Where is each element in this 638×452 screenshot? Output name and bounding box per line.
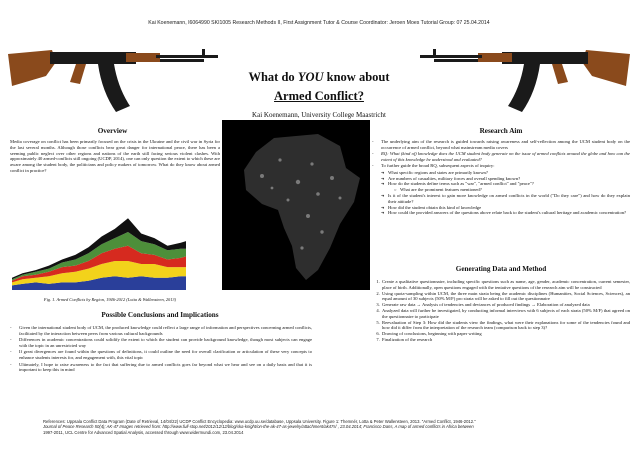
overview-text: Media coverage on conflict has been primarily focused on the crisis in the Ukraine and the civil war in Syria for the last several months. Although those conflicts bear great danger for international peace, there has been a seeming public neglect over other regions and nations of the earth still facing serious violent clashes. With approximately 40 armed-conflicts still ongoing (UCDP, 2014), one can only question the extent to which these are aware among the student body, the politicians and policy makers of tomorrow. What do they know about armed conflict in practice? — [10, 139, 220, 173]
research-aim-item: - To further guide the broad RQ, subsequent aspects of inquiry: — [372, 163, 630, 169]
inquiry-item: ➜ How could the provided answers of the questions above relate back to the student's cultural heritage and academic concentration? — [381, 210, 630, 216]
conclusions-heading: Possible Conclusions and Implications — [101, 311, 219, 319]
inquiry-item: ➜ Are numbers of casualties, military forces and overall spending known? — [381, 176, 630, 182]
references — [43, 419, 573, 435]
reference-line: 1997-2011, UCL Centre for Advanced Spatial Analysis, accessed through www.widermundi.com, 23.04.2014 — [43, 429, 244, 435]
research-aim-heading: Research Aim — [479, 127, 523, 135]
figure-caption: Fig. 1. Armed Conflicts by Region, 1946-2012 (Lotta & Wallensteen, 2013) — [43, 297, 177, 302]
method-step: 3. Generate raw data → Analysis of tendencies and deviances of produced findings → Elaboration of analyzed data — [381, 302, 630, 308]
armed-conflicts-chart — [8, 202, 190, 294]
africa-conflict-map — [222, 120, 370, 290]
reference-line: Journal of Peace Research 50(4); AK-47 Images retrieved from: http://www.full-stop.net/2012/12/12/blog/ska-knight/on-the-ak-47-as-jewelry/attachment/ak47s/ , 23.04.2014; Francisco Dans, A map of armed conflicts in Africa between — [43, 424, 474, 430]
research-question: - RQ: What (kind of) knowledge does the UCM student body generate on the issue of armed conflicts around the globe and how can the extent of this knowledge be understood and evaluated? — [372, 151, 630, 163]
rifle-icon — [418, 32, 632, 116]
title-line-2: Armed Conflict? — [274, 89, 364, 103]
conclusion-item: - If great divergences are found within the questions of definitions, it could outline the need for overall clarification or articulation of these very concepts to enhance students interests for, and engagement with, this vital topic — [10, 349, 312, 361]
overview-heading: Overview — [97, 127, 128, 135]
method-list — [372, 279, 630, 343]
method-step: 4. Analyzed data will further be investigated, by conducting informal interviews with 6 subjects of each strata (50% M/F) that agreed on the questionnaire to participate — [381, 308, 630, 320]
inquiry-item: ➜ How do the students define terms such as "war", "armed conflict" and "peace"? — [381, 181, 630, 187]
method-step: 1. Create a qualitative questionnaire, including specific questions such as name, age, gender, academic concentration, current semester, place of birth. Additionally, open questions engaged with the tentative questions of the research aim will be constructed — [381, 279, 630, 291]
conclusions-list — [10, 325, 312, 374]
inquiry-item: ➜ What specific regions and states are primarily known? — [381, 170, 630, 176]
research-aim-list — [372, 139, 630, 216]
poster-title — [200, 68, 438, 106]
reference-line: References: Uppsala Conflict Data Program (Date of Retrieval, 14/04/22) UCDP Conflict Encyclopedia: www.ucdp.uu.se/database, Uppsala University. Figure 1: Themnér, Lotta & Peter Wallensteen, 2013. "Armed Conflict, 1946-2012." — [43, 419, 476, 424]
method-heading: Generating Data and Method — [455, 265, 547, 273]
left-rifle-image — [6, 32, 220, 116]
method-step: 5. Reevaluation of Step 3: How did the students view the findings, what were their explanations for some of the tendencies found and how did it differ from the interpretation of the research team (comparison back to step 3)? — [381, 320, 630, 332]
author-line: Kai Koenemann, University College Maastricht — [252, 111, 386, 119]
inquiry-item: ➜ Is it of the student's interest to gain more knowledge on armed conflicts in the world ("Do they care") and how do they explain their attitude? — [381, 193, 630, 205]
conclusion-item: - Ultimately, I hope to raise awareness to the fact that suffering due to armed conflicts goes far beyond what we hear and see on a daily basis and that it is important to keep this in mind — [10, 362, 312, 374]
method-step: 2. Using quota-sampling within UCM, the three main strata being the academic disciplines (Humanities, Social Sciences, Sciences), an equal amount of 30 subjects (50% M/F) pro strata will be asked to fill out the questionnaire — [381, 291, 630, 303]
inquiry-subitem: ○ What are the prominent features mentioned? — [394, 187, 630, 193]
conclusion-item: - Differences in academic concentrations could solidify the extent to which the student can provide background knowledge, though most subjects can engage with the topic in an unrestricted way — [10, 337, 312, 349]
inquiry-item: ➜ How did the student obtain this kind of knowledge — [381, 205, 630, 211]
method-step: 6. Drawing of conclusions, beginning with paper writing — [381, 331, 630, 337]
conclusion-item: - Given the international student body of UCM, the produced knowledge could reflect a large range of information and perspectives concerning armed conflicts, facilitated by the interaction between peers from various cultural backgrounds — [10, 325, 312, 337]
chart-svg — [8, 202, 190, 294]
right-rifle-image — [418, 32, 632, 116]
research-aim-item: - The underlying aim of the research is guided towards raising awareness and self-reflection among the UCM student body on the occurrence of armed conflict, beyond what mainstream media covers — [372, 139, 630, 151]
method-step: 7. Finalization of the research — [381, 337, 630, 343]
rifle-icon — [6, 32, 220, 116]
title-line-1: What do YOU know about — [248, 70, 390, 84]
header-info-line: Kai Koenemann, I6064990 SKI1005 Research Methods II, First Assignment Tutor & Course Coordinator: Jeroen Moes Tutorial Group: 07 25.04.2014 — [148, 20, 490, 26]
